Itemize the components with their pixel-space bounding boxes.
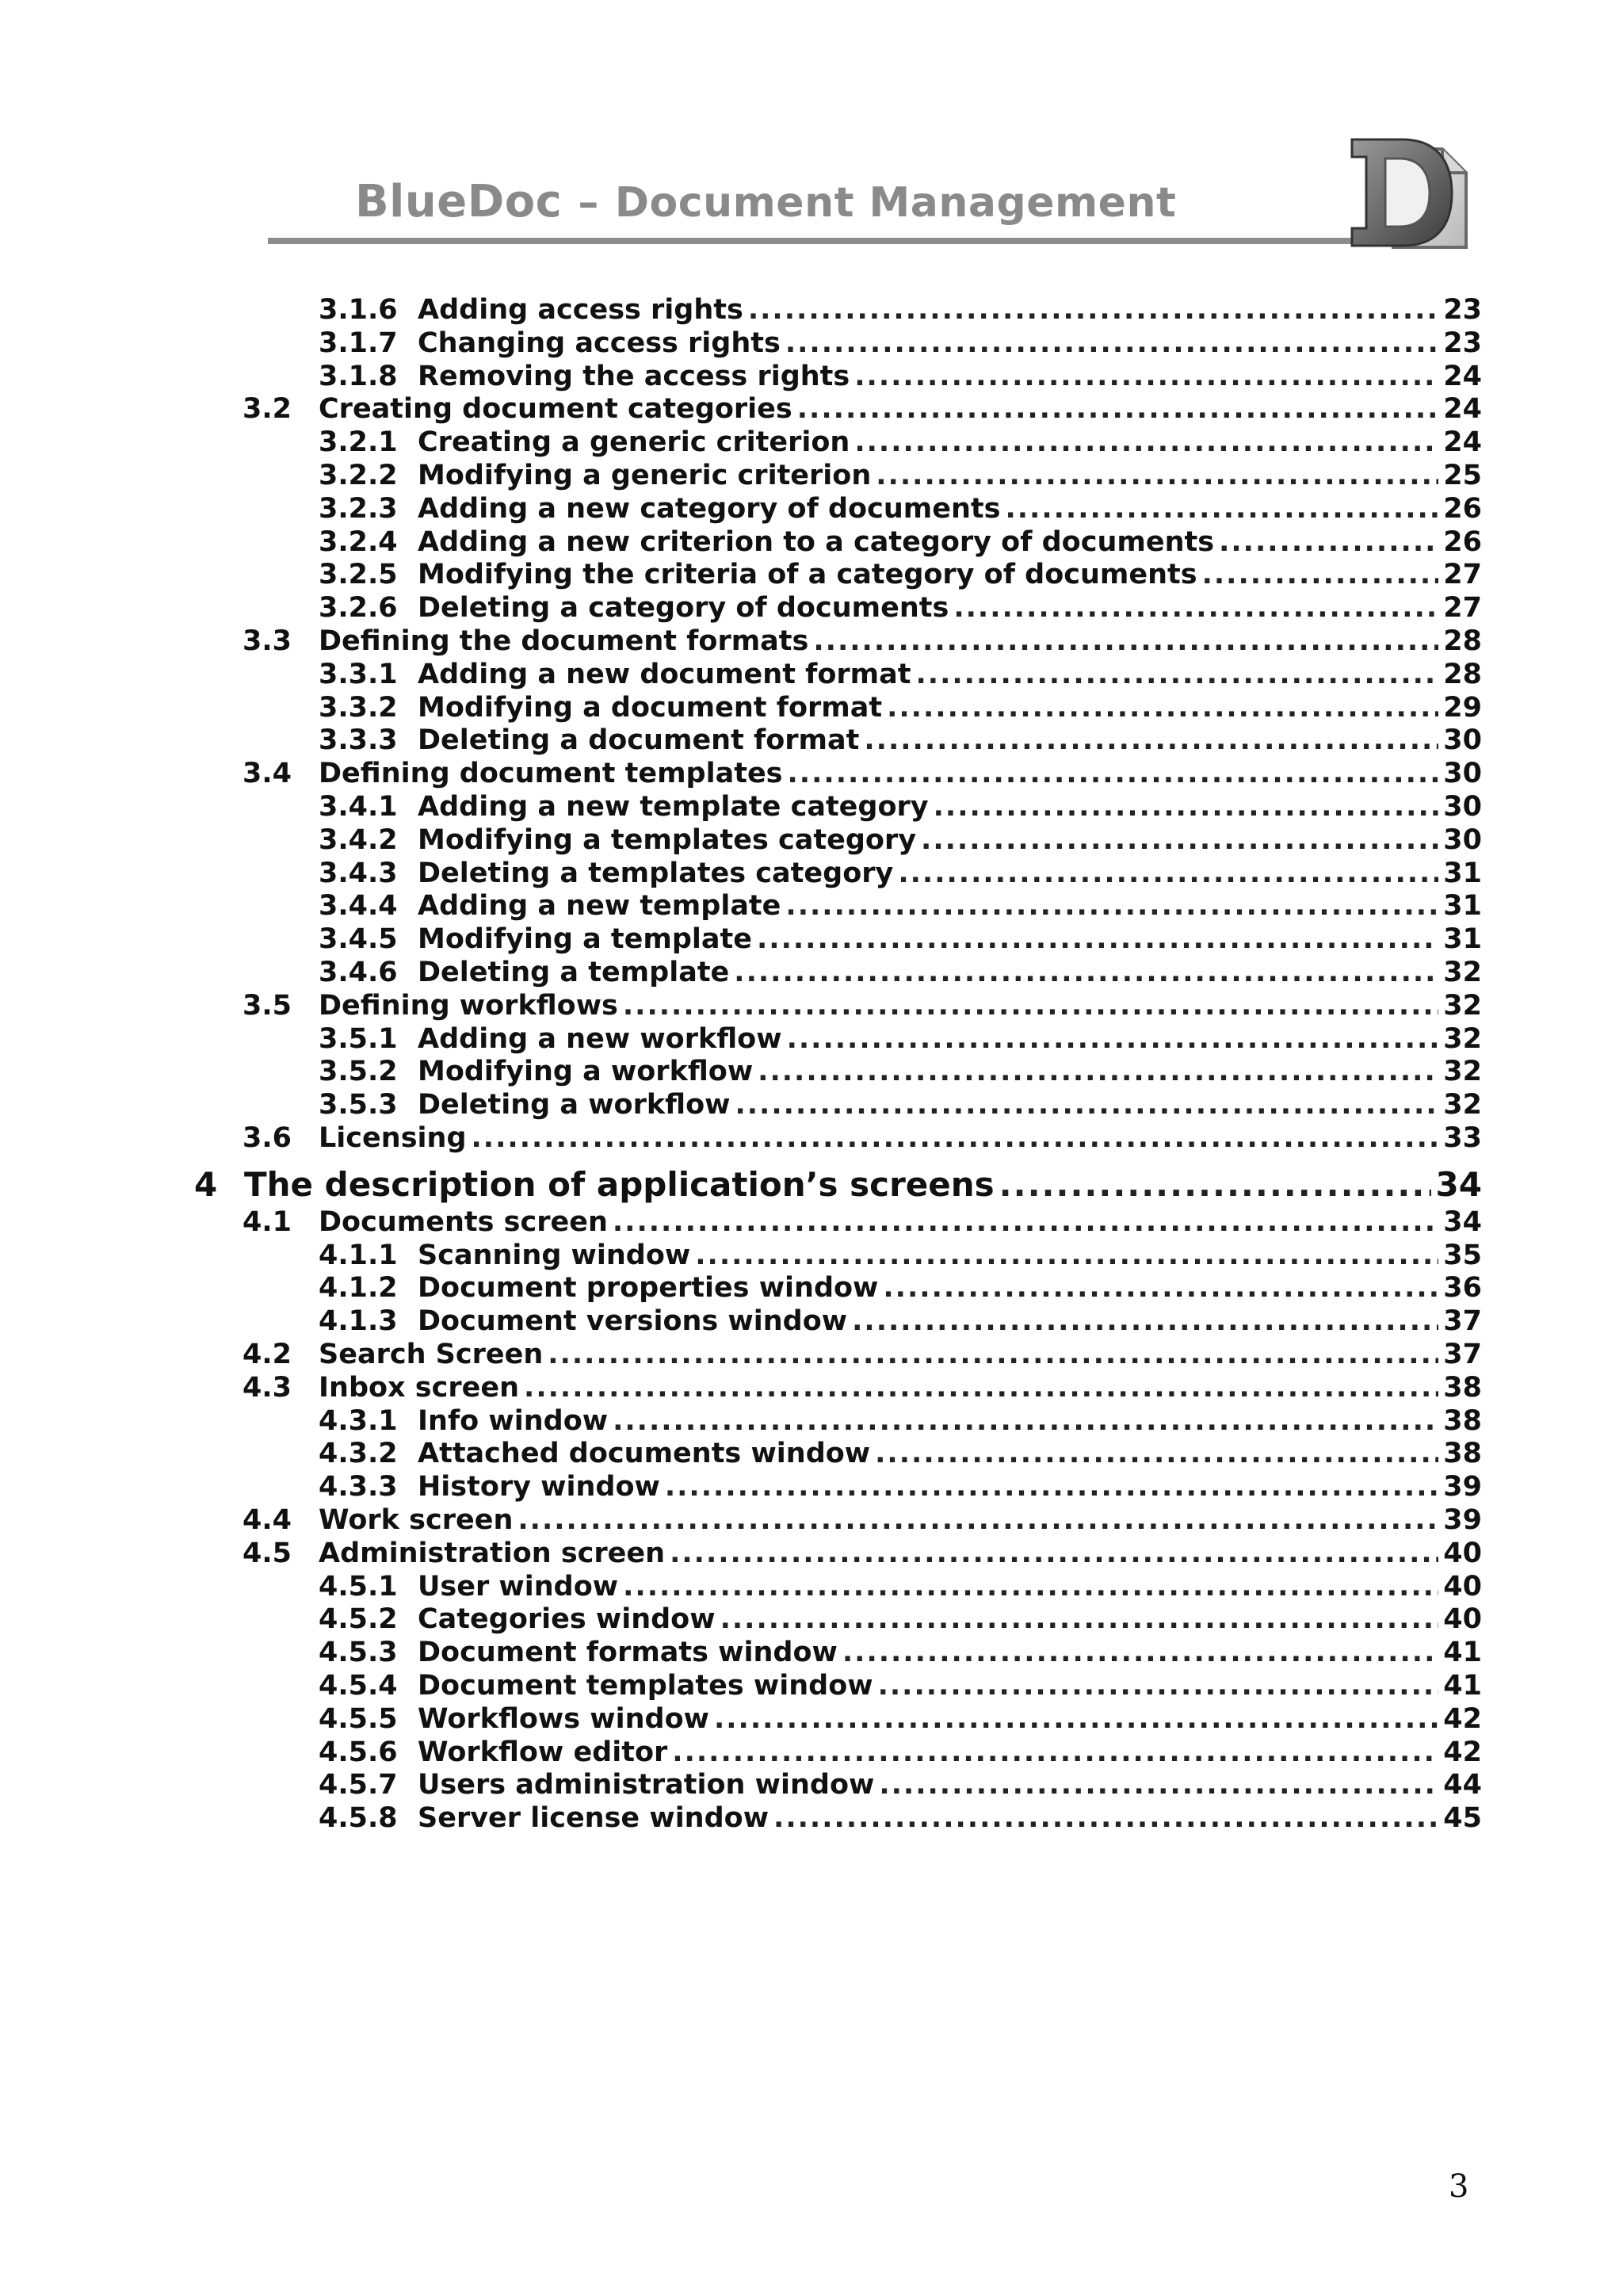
toc-entry-number: 3.1.6 xyxy=(319,294,398,326)
toc-entry-page: 24 xyxy=(1443,360,1482,392)
toc-entry[interactable] xyxy=(0,1338,1623,1371)
toc-entry[interactable] xyxy=(0,1055,1623,1088)
toc-entry-title: Modifying a generic criterion xyxy=(418,460,872,491)
toc-entry-title: Documents screen xyxy=(319,1205,608,1238)
toc-entry-number: 4.5.5 xyxy=(319,1702,398,1735)
toc-entry-page: 26 xyxy=(1443,492,1482,525)
toc-entry-page: 34 xyxy=(1435,1164,1482,1204)
toc-entry-number: 4.1.1 xyxy=(319,1239,398,1271)
dot-leader xyxy=(613,1404,1438,1438)
toc-entry-title: Modifying a document format xyxy=(418,691,883,724)
toc-entry-title: Adding a new workflow xyxy=(418,1022,782,1055)
toc-entry-number: 3.6 xyxy=(242,1122,292,1154)
toc-entry[interactable] xyxy=(0,1205,1623,1239)
toc-entry-title: Creating a generic criterion xyxy=(418,426,850,459)
dot-leader xyxy=(999,1164,1431,1205)
toc-entry-number: 3.4.1 xyxy=(319,791,398,823)
dot-leader xyxy=(720,1603,1439,1636)
dot-leader xyxy=(813,625,1438,658)
dot-leader xyxy=(757,923,1438,956)
toc-entry[interactable] xyxy=(0,591,1623,625)
dot-leader xyxy=(915,658,1438,691)
toc-entry-number: 4.5.1 xyxy=(319,1570,398,1603)
dot-leader xyxy=(785,327,1438,360)
toc-entry-page: 28 xyxy=(1443,625,1482,657)
toc-entry-title: Attached documents window xyxy=(418,1438,871,1470)
toc-entry[interactable] xyxy=(0,1088,1623,1121)
toc-entry-title: Adding a new category of documents xyxy=(418,492,1001,525)
bluedoc-logo-icon xyxy=(1347,135,1474,254)
toc-entry[interactable] xyxy=(0,658,1623,691)
title-dash: – xyxy=(578,179,599,227)
dot-leader xyxy=(898,857,1438,890)
header-rule xyxy=(268,238,1377,244)
toc-entry-page: 26 xyxy=(1443,525,1482,558)
toc-entry-number: 3.2 xyxy=(242,393,292,426)
toc-entry[interactable] xyxy=(0,360,1623,393)
toc-entry-number: 3.5.2 xyxy=(319,1056,398,1088)
toc-entry-title: Search Screen xyxy=(319,1339,544,1370)
dot-leader xyxy=(623,1570,1438,1603)
toc-entry-title: Categories window xyxy=(418,1603,716,1636)
toc-entry-page: 31 xyxy=(1443,923,1482,956)
toc-entry-number: 3.4 xyxy=(242,758,292,790)
toc-entry-page: 32 xyxy=(1443,1089,1482,1121)
toc-entry-title: Users administration window xyxy=(418,1769,875,1801)
toc-entry-page: 30 xyxy=(1443,823,1482,856)
toc-entry-page: 23 xyxy=(1443,294,1482,326)
toc-entry[interactable] xyxy=(0,790,1623,823)
toc-entry-number: 3.3.1 xyxy=(319,658,398,690)
toc-entry-number: 4.5.2 xyxy=(319,1603,398,1636)
toc-entry-page: 37 xyxy=(1443,1339,1482,1370)
dot-leader xyxy=(524,1371,1438,1404)
toc-entry-page: 33 xyxy=(1443,1122,1482,1154)
toc-entry-number: 4.5.7 xyxy=(319,1769,398,1801)
dot-leader xyxy=(1202,558,1439,591)
toc-entry-number: 3.4.4 xyxy=(319,890,398,923)
toc-entry[interactable] xyxy=(0,1801,1623,1835)
toc-entry[interactable] xyxy=(0,1022,1623,1056)
toc-entry[interactable] xyxy=(0,757,1623,790)
dot-leader xyxy=(623,989,1438,1022)
dot-leader xyxy=(883,1271,1438,1305)
toc-entry-number: 3.2.3 xyxy=(319,492,398,525)
dot-leader xyxy=(773,1801,1438,1835)
toc-entry-page: 30 xyxy=(1443,758,1482,790)
toc-entry-page: 29 xyxy=(1443,691,1482,724)
toc-entry-number: 3.2.2 xyxy=(319,460,398,491)
toc-entry-page: 24 xyxy=(1443,426,1482,459)
toc-entry-title: Inbox screen xyxy=(319,1371,520,1404)
toc-entry-number: 4.5.3 xyxy=(319,1637,398,1669)
dot-leader xyxy=(785,889,1438,923)
dot-leader xyxy=(876,459,1438,492)
toc-entry-number: 4.3.3 xyxy=(319,1471,398,1503)
toc-entry-page: 40 xyxy=(1443,1537,1482,1569)
toc-entry-page: 25 xyxy=(1443,460,1482,491)
toc-entry-number: 4.3 xyxy=(242,1371,292,1404)
toc-entry-page: 42 xyxy=(1443,1702,1482,1735)
dot-leader xyxy=(878,1669,1439,1702)
toc-entry-number: 3.4.6 xyxy=(319,957,398,988)
dot-leader xyxy=(735,1088,1438,1121)
toc-entry-number: 3.2.4 xyxy=(319,525,398,558)
toc-entry-number: 3.4.2 xyxy=(319,823,398,856)
toc-entry[interactable] xyxy=(0,1702,1623,1736)
dot-leader xyxy=(921,823,1438,857)
dot-leader xyxy=(842,1636,1438,1669)
toc-entry[interactable] xyxy=(0,724,1623,757)
dot-leader xyxy=(472,1121,1439,1155)
page-number: 3 xyxy=(1449,2168,1469,2205)
toc-entry-page: 45 xyxy=(1443,1802,1482,1835)
toc-entry-page: 37 xyxy=(1443,1305,1482,1338)
toc-entry-title: Adding a new template xyxy=(418,890,781,923)
dot-leader xyxy=(548,1338,1438,1371)
dot-leader xyxy=(672,1736,1438,1769)
toc-entry[interactable] xyxy=(0,1121,1623,1155)
dot-leader xyxy=(879,1768,1438,1801)
toc-entry[interactable] xyxy=(0,1669,1623,1702)
dot-leader xyxy=(517,1503,1438,1537)
toc-entry-title: Deleting a document format xyxy=(418,724,860,757)
toc-entry[interactable] xyxy=(0,1570,1623,1603)
toc-entry-page: 39 xyxy=(1443,1504,1482,1536)
toc-entry-title: History window xyxy=(418,1471,660,1503)
toc-entry-page: 44 xyxy=(1443,1769,1482,1801)
toc-entry-page: 31 xyxy=(1443,857,1482,889)
toc-entry-title: Scanning window xyxy=(418,1239,691,1271)
toc-entry-title: Deleting a templates category xyxy=(418,857,894,889)
toc-entry-title: Licensing xyxy=(319,1122,467,1154)
toc-entry[interactable] xyxy=(0,426,1623,459)
toc-entry-number: 3.5 xyxy=(242,989,292,1022)
toc-entry-title: Deleting a template xyxy=(418,957,730,988)
toc-entry-title: Modifying the criteria of a category of documents xyxy=(418,559,1197,591)
dot-leader xyxy=(670,1537,1438,1570)
toc-entry-number: 3.3 xyxy=(242,625,292,657)
toc-entry-number: 3.3.3 xyxy=(319,724,398,757)
toc-entry[interactable] xyxy=(0,1437,1623,1470)
toc-entry-title: Server license window xyxy=(418,1802,769,1835)
toc-entry-number: 4.1 xyxy=(242,1205,292,1238)
toc-entry-page: 38 xyxy=(1443,1371,1482,1404)
toc-entry-number: 3.2.1 xyxy=(319,426,398,459)
toc-entry[interactable] xyxy=(0,492,1623,525)
toc-entry[interactable] xyxy=(0,1603,1623,1636)
toc-entry-page: 32 xyxy=(1443,989,1482,1022)
toc-entry-title: Workflows window xyxy=(418,1702,709,1735)
toc-entry-title: Adding a new document format xyxy=(418,658,911,690)
toc-entry-title: Document properties window xyxy=(418,1272,879,1305)
dot-leader xyxy=(788,757,1439,790)
toc-entry-title: User window xyxy=(418,1570,619,1603)
toc-entry-number: 4.3.2 xyxy=(319,1438,398,1470)
toc-entry-number: 3.2.5 xyxy=(319,559,398,591)
toc-entry-number: 3.1.8 xyxy=(319,360,398,392)
toc-entry-page: 42 xyxy=(1443,1736,1482,1768)
toc-entry-number: 3.2.6 xyxy=(319,592,398,625)
toc-entry[interactable] xyxy=(0,1239,1623,1272)
dot-leader xyxy=(797,392,1439,426)
toc-entry-page: 30 xyxy=(1443,724,1482,757)
dot-leader xyxy=(852,1305,1438,1338)
dot-leader xyxy=(714,1702,1438,1736)
toc-entry-number: 4.5 xyxy=(242,1537,292,1569)
toc-entry-number: 3.4.5 xyxy=(319,923,398,956)
toc-entry-number: 3.5.3 xyxy=(319,1089,398,1121)
toc-entry-number: 4.3.1 xyxy=(319,1404,398,1437)
toc-entry-title: Creating document categories xyxy=(319,393,792,426)
toc-entry-page: 24 xyxy=(1443,393,1482,426)
toc-entry[interactable] xyxy=(0,1503,1623,1537)
toc-entry[interactable] xyxy=(0,1164,1623,1205)
toc-entry-title: Deleting a category of documents xyxy=(418,592,949,625)
toc-entry-page: 23 xyxy=(1443,327,1482,359)
toc-entry-page: 40 xyxy=(1443,1570,1482,1603)
dot-leader xyxy=(734,956,1438,989)
toc-entry-page: 38 xyxy=(1443,1404,1482,1437)
toc-entry-page: 39 xyxy=(1443,1471,1482,1503)
toc-entry-title: Document versions window xyxy=(418,1305,848,1338)
toc-entry-title: Removing the access rights xyxy=(418,360,850,392)
toc-entry-title: Administration screen xyxy=(319,1537,666,1569)
toc-entry[interactable] xyxy=(0,1736,1623,1769)
toc-entry-page: 28 xyxy=(1443,658,1482,690)
toc-entry[interactable] xyxy=(0,889,1623,923)
toc-entry[interactable] xyxy=(0,558,1623,591)
dot-leader xyxy=(864,724,1438,757)
toc-entry[interactable] xyxy=(0,691,1623,724)
dot-leader xyxy=(695,1239,1438,1272)
toc-entry-page: 41 xyxy=(1443,1670,1482,1702)
toc-entry-title: Defining the document formats xyxy=(319,625,809,657)
toc-entry[interactable] xyxy=(0,1371,1623,1404)
toc-entry-title: Defining document templates xyxy=(319,758,783,790)
toc-entry-title: Modifying a template xyxy=(418,923,752,956)
toc-entry-page: 30 xyxy=(1443,791,1482,823)
toc-entry-number: 3.1.7 xyxy=(319,327,398,359)
toc-entry-page: 40 xyxy=(1443,1603,1482,1636)
toc-entry-number: 4.2 xyxy=(242,1339,292,1370)
toc-entry-page: 38 xyxy=(1443,1438,1482,1470)
toc-entry-number: 4.5.6 xyxy=(319,1736,398,1768)
dot-leader xyxy=(854,360,1438,393)
toc-entry-title: Defining workflows xyxy=(319,989,618,1022)
dot-leader xyxy=(1219,525,1438,559)
toc-entry[interactable] xyxy=(0,293,1623,327)
toc-entry-title: The description of application’s screens xyxy=(244,1164,995,1204)
toc-entry[interactable] xyxy=(0,625,1623,658)
toc-entry-number: 4.1.2 xyxy=(319,1272,398,1305)
toc-entry[interactable] xyxy=(0,823,1623,857)
toc-entry-title: Info window xyxy=(418,1404,609,1437)
toc-entry[interactable] xyxy=(0,1636,1623,1669)
toc-entry-title: Work screen xyxy=(319,1504,514,1536)
toc-entry[interactable] xyxy=(0,923,1623,956)
toc-entry-title: Deleting a workflow xyxy=(418,1089,731,1121)
toc-entry-title: Changing access rights xyxy=(418,327,781,359)
toc-entry[interactable] xyxy=(0,857,1623,890)
brand-name: BlueDoc xyxy=(355,176,563,227)
dot-leader xyxy=(1005,492,1438,525)
toc-entry[interactable] xyxy=(0,1271,1623,1305)
dot-leader xyxy=(875,1437,1438,1470)
toc-entry-title: Adding a new criterion to a category of documents xyxy=(418,525,1215,558)
toc-entry-title: Adding access rights xyxy=(418,294,743,326)
toc-entry[interactable] xyxy=(0,1768,1623,1801)
toc-entry[interactable] xyxy=(0,459,1623,492)
toc-entry-page: 27 xyxy=(1443,592,1482,625)
toc-entry-page: 32 xyxy=(1443,957,1482,988)
toc-entry[interactable] xyxy=(0,989,1623,1022)
toc-entry-page: 36 xyxy=(1443,1272,1482,1305)
toc-entry[interactable] xyxy=(0,1470,1623,1503)
dot-leader xyxy=(613,1205,1438,1239)
toc-entry-number: 4.4 xyxy=(242,1504,292,1536)
toc-entry-page: 32 xyxy=(1443,1056,1482,1088)
dot-leader xyxy=(953,591,1438,625)
toc-entry-number: 3.4.3 xyxy=(319,857,398,889)
toc-entry-title: Adding a new template category xyxy=(418,791,929,823)
document-title xyxy=(355,176,1176,227)
dot-leader xyxy=(887,691,1438,724)
toc-entry-number: 4 xyxy=(194,1164,218,1204)
dot-leader xyxy=(758,1055,1438,1088)
toc-entry[interactable] xyxy=(0,1537,1623,1570)
toc-entry[interactable] xyxy=(0,956,1623,989)
toc-entry-page: 41 xyxy=(1443,1637,1482,1669)
dot-leader xyxy=(665,1470,1438,1503)
toc-entry[interactable] xyxy=(0,327,1623,360)
toc-entry[interactable] xyxy=(0,392,1623,426)
toc-entry-page: 32 xyxy=(1443,1022,1482,1055)
dot-leader xyxy=(787,1022,1439,1056)
toc-entry-page: 35 xyxy=(1443,1239,1482,1271)
toc-entry-title: Workflow editor xyxy=(418,1736,668,1768)
toc-entry-page: 34 xyxy=(1443,1205,1482,1238)
toc-entry-number: 3.3.2 xyxy=(319,691,398,724)
dot-leader xyxy=(854,426,1438,459)
dot-leader xyxy=(748,293,1438,327)
toc-entry-number: 4.1.3 xyxy=(319,1305,398,1338)
toc-entry[interactable] xyxy=(0,1404,1623,1438)
toc-entry-number: 4.5.4 xyxy=(319,1670,398,1702)
toc-entry-title: Document templates window xyxy=(418,1670,873,1702)
toc-entry-number: 3.5.1 xyxy=(319,1022,398,1055)
toc-entry-page: 27 xyxy=(1443,559,1482,591)
toc-entry-page: 31 xyxy=(1443,890,1482,923)
toc-entry-title: Modifying a templates category xyxy=(418,823,917,856)
toc-entry-number: 4.5.8 xyxy=(319,1802,398,1835)
toc-entry-title: Modifying a workflow xyxy=(418,1056,754,1088)
document-subtitle: Document Management xyxy=(614,179,1177,227)
toc-entry-title: Document formats window xyxy=(418,1637,838,1669)
dot-leader xyxy=(934,790,1439,823)
toc-entry[interactable] xyxy=(0,1305,1623,1338)
page-header xyxy=(0,0,1623,269)
toc-entry[interactable] xyxy=(0,525,1623,559)
